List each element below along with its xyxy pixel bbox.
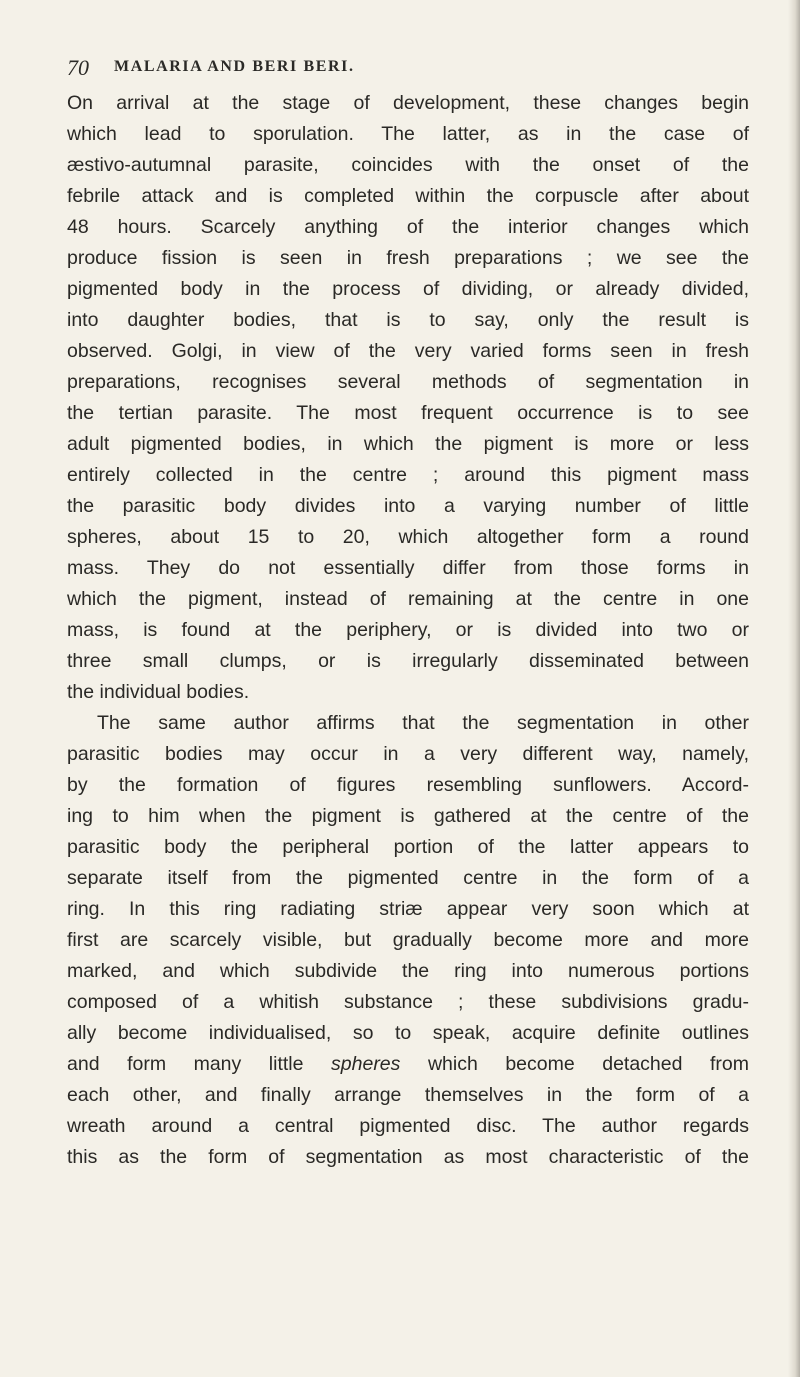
text-line: ally become individualised, so to speak, acquire definite outlines — [67, 1022, 749, 1044]
text-fragment: and form many little — [67, 1053, 304, 1075]
text-line: by the formation of figures resembling sunflowers. Accord- — [67, 774, 749, 796]
text-line: ring. In this ring radiating striæ appear very soon which at — [67, 898, 749, 920]
text-line: produce fission is seen in fresh preparations ; we see the — [67, 247, 749, 269]
text-fragment: which become detached from — [427, 1053, 749, 1075]
text-line: On arrival at the stage of development, these changes begin — [67, 92, 749, 114]
text-line: entirely collected in the centre ; around this pigment mass — [67, 464, 749, 486]
text-line — [67, 1049, 749, 1080]
text-line: into daughter bodies, that is to say, only the result is — [67, 309, 749, 331]
text-line: æstivo-autumnal parasite, coincides with the onset of the — [67, 154, 749, 176]
text-line: marked, and which subdivide the ring into numerous portions — [67, 960, 749, 982]
text-line: mass, is found at the periphery, or is divided into two or — [67, 619, 749, 641]
italic-word: spheres — [331, 1053, 401, 1075]
text-line: three small clumps, or is irregularly disseminated between — [67, 650, 749, 672]
body-text — [67, 88, 749, 1173]
text-line: parasitic bodies may occur in a very different way, namely, — [67, 743, 749, 765]
text-line: this as the form of segmentation as most characteristic of the — [67, 1146, 749, 1168]
page-edge-shadow — [788, 0, 800, 1377]
running-head: MALARIA AND BERI BERI. — [114, 58, 355, 75]
text-line: parasitic body the peripheral portion of the latter appears to — [67, 836, 749, 858]
text-line: each other, and finally arrange themselves in the form of a — [67, 1084, 749, 1106]
text-line: preparations, recognises several methods of segmentation in — [67, 371, 749, 393]
text-line: spheres, about 15 to 20, which altogether form a round — [67, 526, 749, 548]
text-line: 48 hours. Scarcely anything of the interior changes which — [67, 216, 749, 238]
text-line: wreath around a central pigmented disc. The author regards — [67, 1115, 749, 1137]
text-line: composed of a whitish substance ; these subdivisions gradu- — [67, 991, 749, 1013]
text-line: separate itself from the pigmented centre in the form of a — [67, 867, 749, 889]
text-line: the parasitic body divides into a varying number of little — [67, 495, 749, 517]
text-line: which the pigment, instead of remaining at the centre in one — [67, 588, 749, 610]
page-number: 70 — [67, 55, 89, 80]
text-line: febrile attack and is completed within the corpuscle after about — [67, 185, 749, 207]
text-line: The same author affirms that the segmentation in other — [97, 712, 749, 734]
text-line: pigmented body in the process of dividing, or already divided, — [67, 278, 749, 300]
text-line: ing to him when the pigment is gathered at the centre of the — [67, 805, 749, 827]
text-line: mass. They do not essentially differ from those forms in — [67, 557, 749, 579]
text-line: first are scarcely visible, but gradually become more and more — [67, 929, 749, 951]
text-line: which lead to sporulation. The latter, as in the case of — [67, 123, 749, 145]
text-line: the individual bodies. — [67, 681, 250, 703]
page-header — [67, 55, 747, 85]
text-line: adult pigmented bodies, in which the pigment is more or less — [67, 433, 749, 455]
text-line: the tertian parasite. The most frequent occurrence is to see — [67, 402, 749, 424]
text-line: observed. Golgi, in view of the very varied forms seen in fresh — [67, 340, 749, 362]
